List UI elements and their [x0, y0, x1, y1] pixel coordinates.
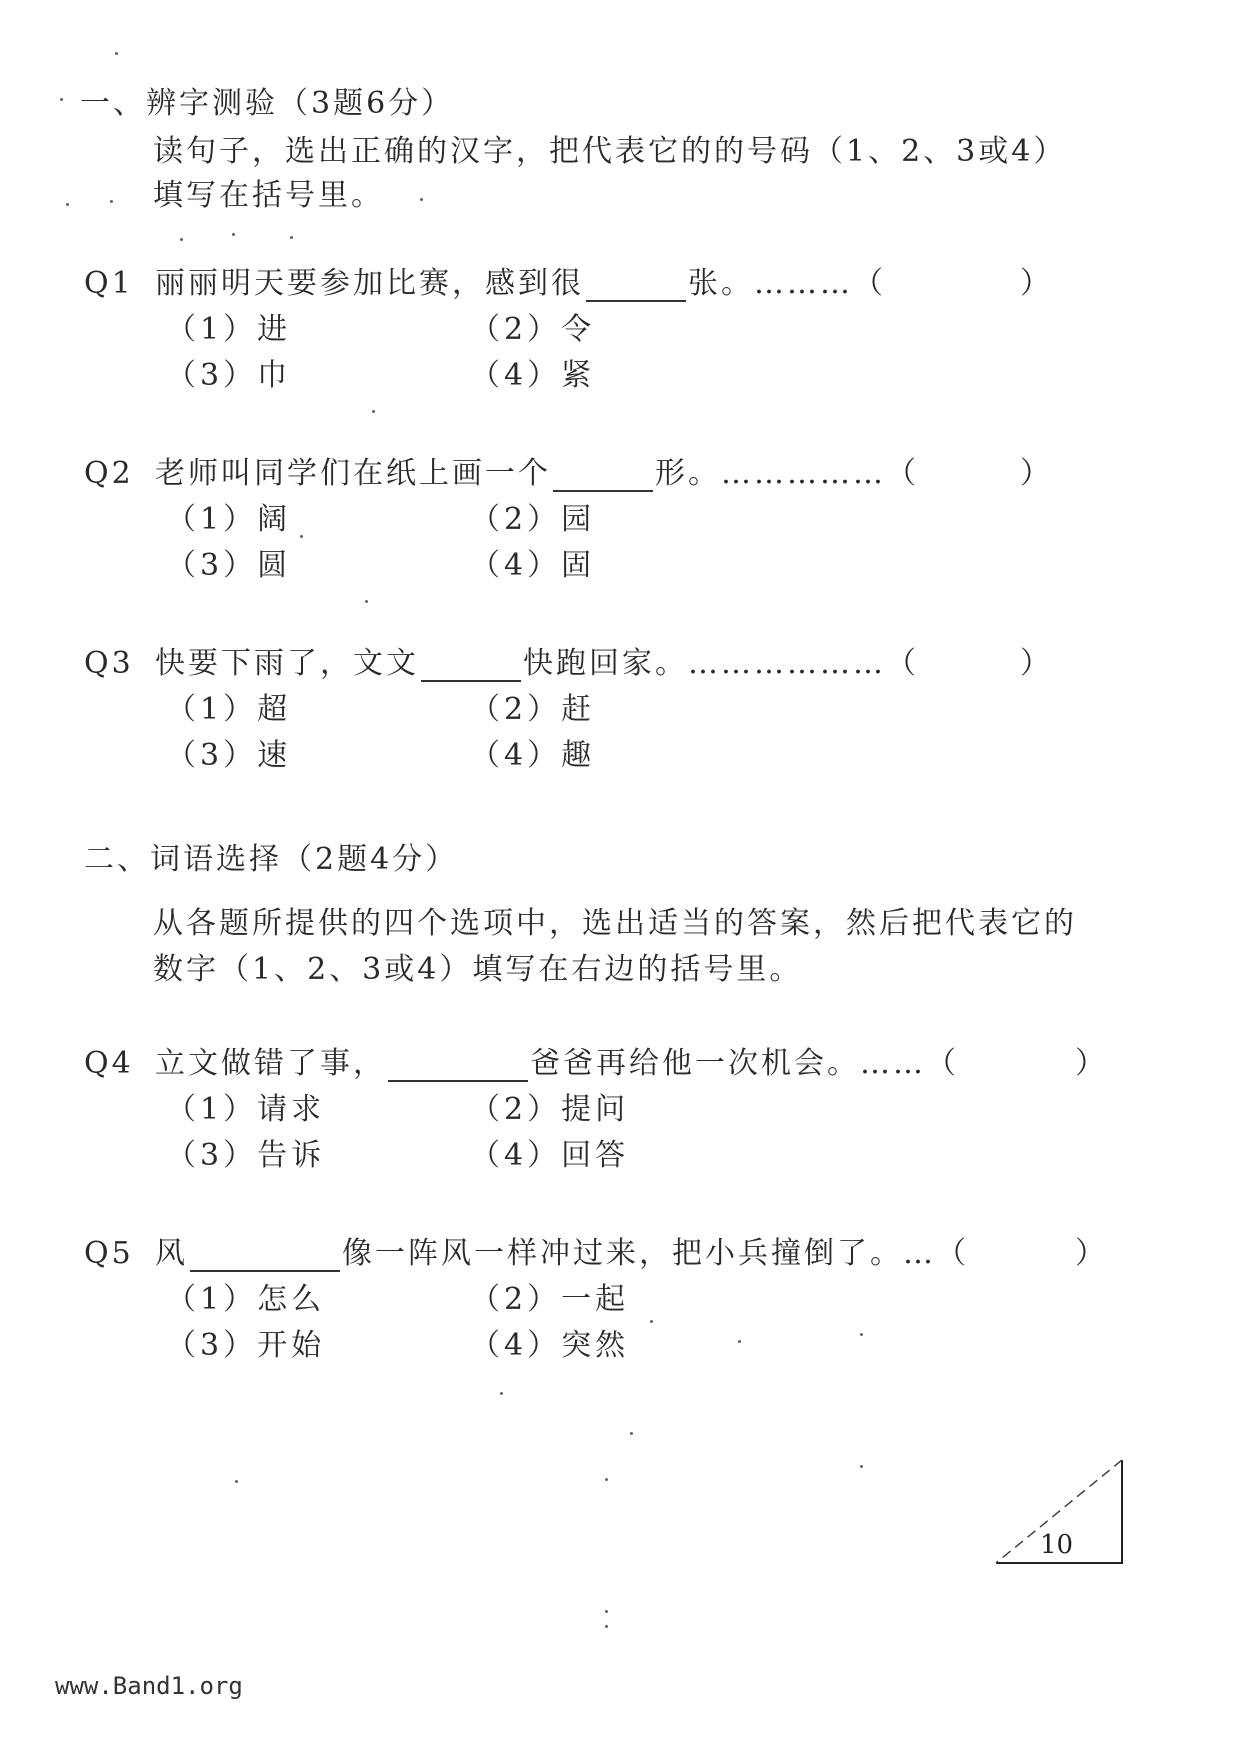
scan-speck	[66, 203, 69, 206]
section1-heading: 一、辨字测验（3题6分）	[80, 86, 455, 121]
option: （1）超	[166, 692, 292, 727]
stem-after: 像一阵风一样冲过来，把小兵撞倒了。…（	[342, 1236, 969, 1271]
answer-blank	[388, 1050, 528, 1082]
scan-speck	[630, 1432, 633, 1435]
answer-blank	[190, 1240, 340, 1272]
option: （2）园	[470, 502, 596, 537]
page-number: 10	[1040, 1530, 1074, 1560]
question-stem	[155, 646, 919, 682]
stem-after: 快跑回家。………………（	[523, 646, 919, 681]
question-stem	[155, 1236, 969, 1272]
option: （1）进	[166, 312, 292, 347]
option: （3）巾	[166, 358, 292, 393]
scan-speck	[235, 1480, 238, 1483]
stem-after: 形。……………（	[655, 456, 919, 491]
scan-speck	[420, 198, 423, 201]
scan-speck	[738, 1340, 741, 1343]
scan-speck	[110, 200, 113, 203]
answer-bracket-close: ）	[1020, 456, 1053, 491]
option: （2）提问	[470, 1092, 630, 1127]
scan-speck	[605, 1478, 608, 1481]
question-number: Q4	[84, 1046, 134, 1081]
section2-heading: 二、词语选择（2题4分）	[84, 842, 459, 877]
option: （1）怎么	[166, 1282, 326, 1317]
option: （3）圆	[166, 548, 292, 583]
option: （2）令	[470, 312, 596, 347]
option: （4）趣	[470, 738, 596, 773]
stem-before: 立文做错了事，	[155, 1046, 386, 1081]
stem-before: 丽丽明天要参加比赛，感到很	[155, 266, 584, 301]
scan-speck	[365, 600, 368, 603]
answer-bracket-close: ）	[1075, 1046, 1108, 1081]
stem-after: 张。………（	[688, 266, 886, 301]
question-number: Q5	[84, 1236, 134, 1271]
option: （2）一起	[470, 1282, 630, 1317]
footer-url: www.Band1.org	[55, 1672, 243, 1700]
option: （1）请求	[166, 1092, 326, 1127]
scan-speck	[60, 98, 63, 101]
question-stem	[155, 266, 886, 302]
answer-blank	[421, 650, 521, 682]
scan-speck	[860, 1333, 863, 1336]
option: （4）突然	[470, 1328, 630, 1363]
question-stem	[155, 456, 919, 492]
scan-speck	[500, 1392, 503, 1395]
question-number: Q2	[84, 456, 134, 491]
section2-instruction-line2: 数字（1、2、3或4）填写在右边的括号里。	[153, 952, 803, 987]
section1-instruction-line1: 读句子，选出正确的汉字，把代表它的的号码（1、2、3或4）	[153, 134, 1067, 169]
stem-before: 风	[155, 1236, 188, 1271]
scan-speck	[300, 535, 303, 538]
option: （3）告诉	[166, 1138, 326, 1173]
section1-instruction-line2: 填写在括号里。	[153, 178, 384, 213]
stem-after: 爸爸再给他一次机会。……（	[530, 1046, 959, 1081]
scan-speck	[232, 233, 235, 236]
option: （2）赶	[470, 692, 596, 727]
stem-before: 快要下雨了，文文	[155, 646, 419, 681]
option: （3）速	[166, 738, 292, 773]
answer-bracket-close: ）	[1020, 266, 1053, 301]
option: （4）回答	[470, 1138, 630, 1173]
scan-speck	[115, 52, 118, 55]
question-number: Q3	[84, 646, 134, 681]
scan-speck	[650, 1320, 653, 1323]
question-stem	[155, 1046, 959, 1082]
option: （4）紧	[470, 358, 596, 393]
section2-instruction-line1: 从各题所提供的四个选项中，选出适当的答案，然后把代表它的	[153, 906, 1077, 941]
option: （4）固	[470, 548, 596, 583]
scan-speck	[180, 238, 183, 241]
stem-before: 老师叫同学们在纸上画一个	[155, 456, 551, 491]
option: （1）阔	[166, 502, 292, 537]
answer-blank	[586, 270, 686, 302]
answer-bracket-close: ）	[1020, 646, 1053, 681]
scan-speck	[605, 1610, 608, 1613]
option: （3）开始	[166, 1328, 326, 1363]
scan-speck	[860, 1465, 863, 1468]
scan-speck	[605, 1625, 608, 1628]
scan-speck	[372, 410, 375, 413]
answer-blank	[553, 460, 653, 492]
scan-speck	[290, 236, 293, 239]
answer-bracket-close: ）	[1075, 1236, 1108, 1271]
question-number: Q1	[84, 266, 134, 301]
